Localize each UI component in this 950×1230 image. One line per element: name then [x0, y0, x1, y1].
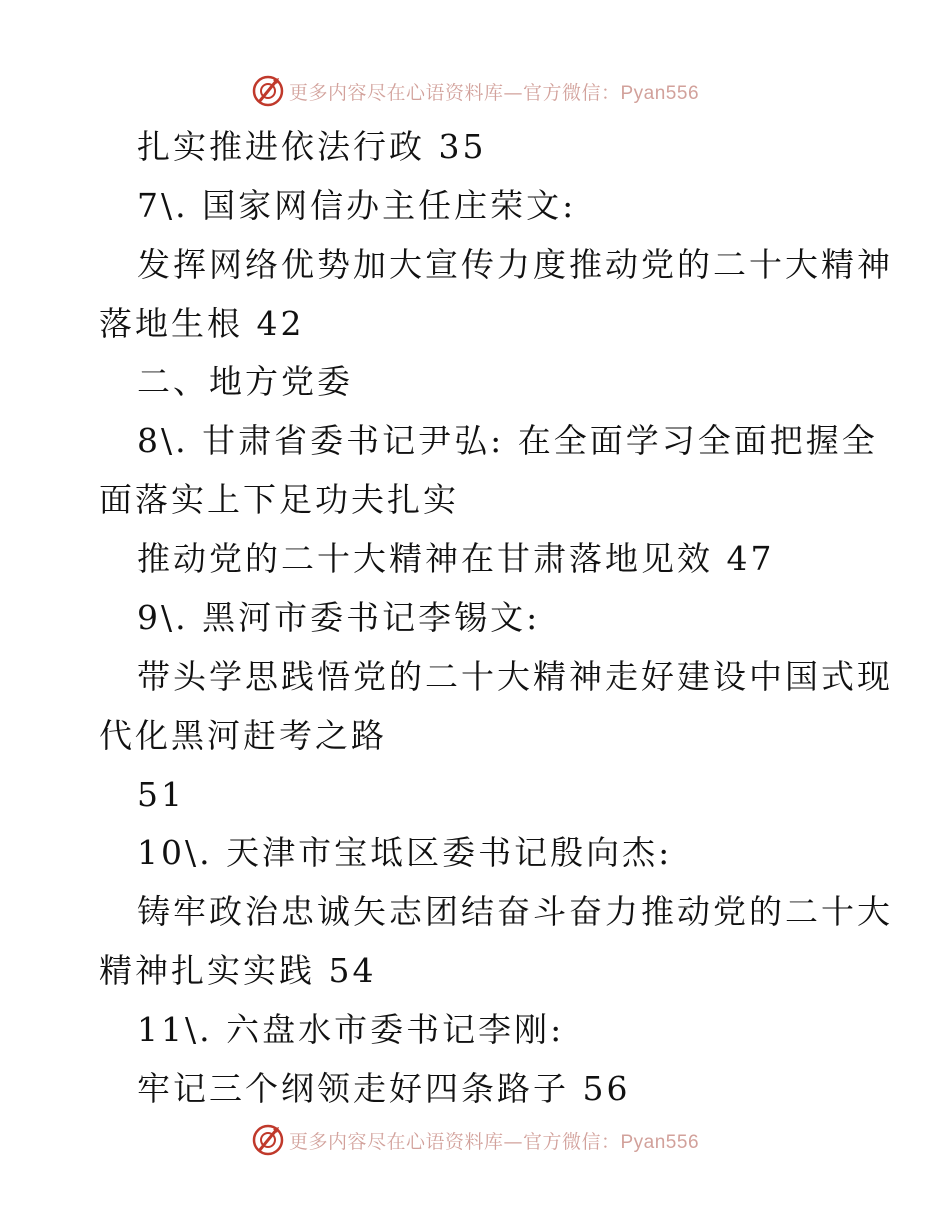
banner-wechat-id: Pyan556	[620, 82, 700, 104]
toc-line: 11\. 六盘水市委书记李刚:	[137, 1010, 565, 1049]
banner-slogan: 更多内容尽在心语资料库—官方微信：	[288, 81, 621, 104]
toc-line: 发挥网络优势加大宣传力度推动党的二十大精神	[137, 245, 893, 284]
toc-line: 牢记三个纲领走好四条路子 56	[137, 1069, 631, 1108]
footer-banner	[0, 1120, 950, 1160]
banner-wechat-id: Pyan556	[620, 1131, 700, 1153]
banner-slogan: 更多内容尽在心语资料库—官方微信：	[288, 1130, 621, 1153]
logo-icon	[251, 1123, 285, 1157]
toc-line: 51	[137, 775, 185, 814]
toc-line: 面落实上下足功夫扎实	[99, 480, 459, 519]
banner-text	[289, 1127, 699, 1154]
toc-line: 二、地方党委	[137, 362, 353, 401]
toc-line: 扎实推进依法行政 35	[137, 127, 487, 166]
logo-icon	[251, 74, 285, 108]
toc-line: 代化黑河赶考之路	[99, 716, 387, 755]
toc-line: 9\. 黑河市委书记李锡文:	[137, 598, 541, 637]
banner-text	[289, 78, 699, 105]
toc-line: 精神扎实实践 54	[99, 951, 377, 990]
toc-line: 带头学思践悟党的二十大精神走好建设中国式现	[137, 657, 893, 696]
toc-line: 10\. 天津市宝坻区委书记殷向杰:	[137, 833, 673, 872]
toc-line: 8\. 甘肃省委书记尹弘: 在全面学习全面把握全	[137, 421, 878, 460]
toc-line: 落地生根 42	[99, 304, 305, 343]
toc-line: 铸牢政治忠诚矢志团结奋斗奋力推动党的二十大	[137, 892, 893, 931]
toc-line: 7\. 国家网信办主任庄荣文:	[137, 186, 577, 225]
toc-line: 推动党的二十大精神在甘肃落地见效 47	[137, 539, 775, 578]
header-banner	[0, 71, 950, 111]
